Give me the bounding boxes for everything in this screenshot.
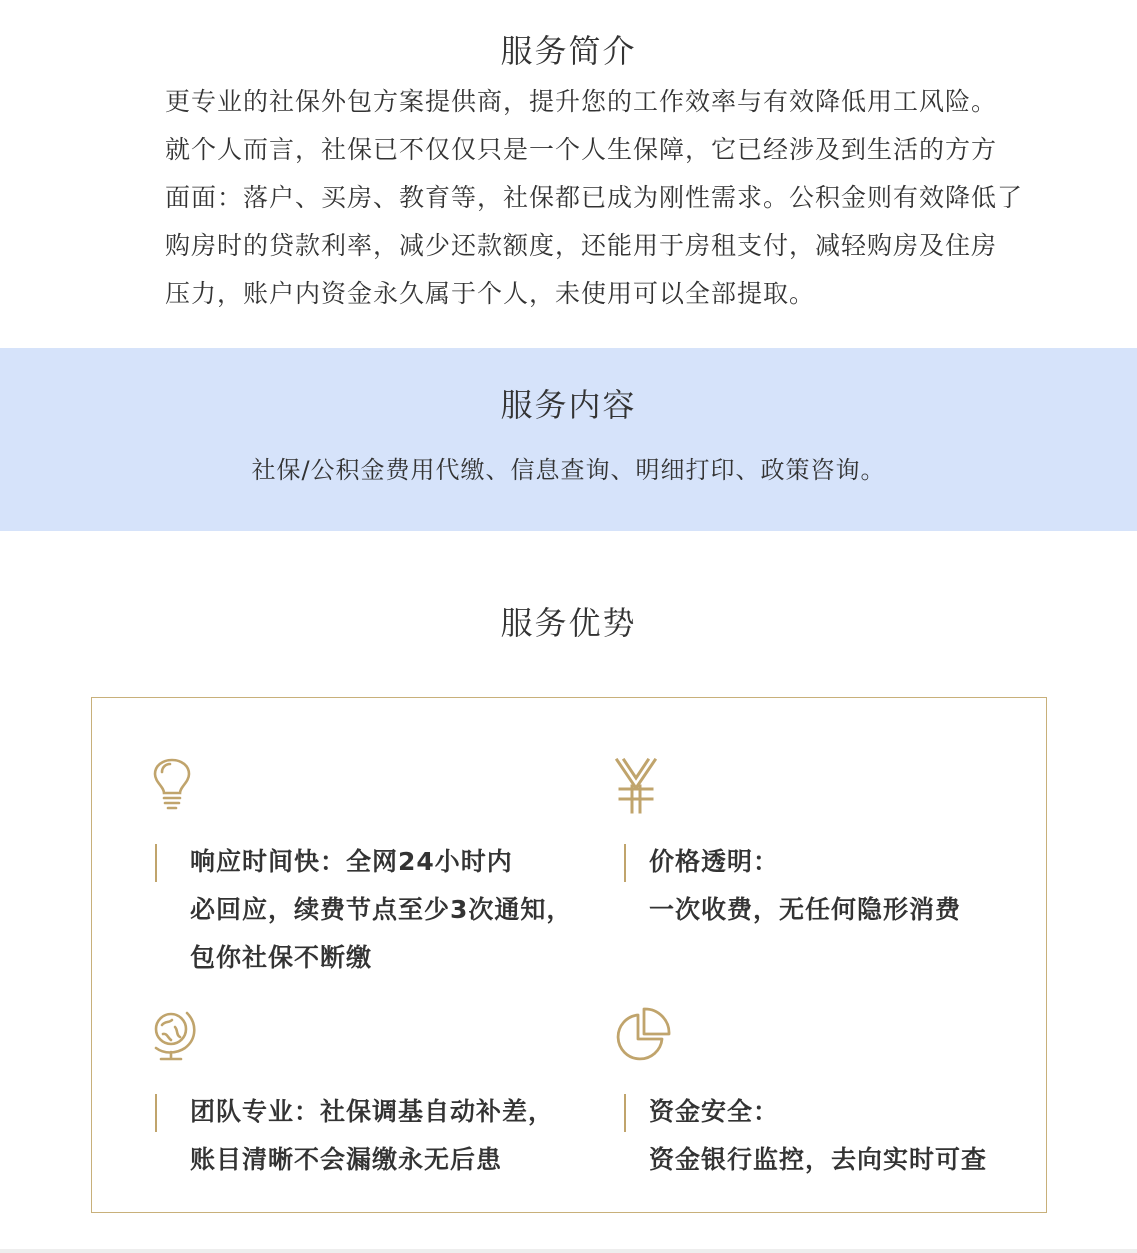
globe-icon (148, 1007, 198, 1063)
intro-line: 就个人而言，社保已不仅仅只是一个人生保障，它已经涉及到生活的方方 (165, 135, 998, 164)
item-accent-bar (624, 1094, 626, 1132)
content-title: 服务内容 (500, 386, 637, 424)
advantages-title: 服务优势 (500, 604, 637, 642)
item-accent-bar (624, 844, 626, 882)
lightbulb-icon (151, 758, 193, 812)
advantage-price-text: 价格透明： 一次收费，无任何隐形消费 (649, 847, 962, 924)
bottom-divider (0, 1249, 1137, 1253)
intro-line: 面面：落户、买房、教育等，社保都已成为刚性需求。公积金则有效降低了 (165, 183, 1024, 212)
pie-chart-icon (614, 1007, 672, 1063)
item-accent-bar (155, 1094, 157, 1132)
advantage-security-text: 资金安全： 资金银行监控，去向实时可查 (649, 1097, 988, 1174)
yen-icon (614, 758, 658, 814)
item-accent-bar (155, 844, 157, 882)
intro-line: 购房时的贷款利率，减少还款额度，还能用于房租支付，减轻购房及住房 (165, 231, 998, 260)
intro-title: 服务简介 (500, 32, 637, 70)
intro-section (0, 0, 1137, 348)
content-text: 社保/公积金费用代缴、信息查询、明细打印、政策咨询。 (251, 456, 886, 484)
advantage-response-text: 响应时间快：全网24小时内 必回应，续费节点至少3次通知， 包你社保不断缴 (190, 847, 573, 972)
intro-line: 压力，账户内资金永久属于个人，未使用可以全部提取。 (165, 279, 816, 308)
intro-line: 更专业的社保外包方案提供商，提升您的工作效率与有效降低用工风险。 (165, 87, 998, 116)
advantage-team-text: 团队专业：社保调基自动补差， 账目清晰不会漏缴永无后患 (190, 1097, 555, 1174)
intro-paragraph (165, 78, 1025, 318)
content-section (0, 348, 1137, 531)
